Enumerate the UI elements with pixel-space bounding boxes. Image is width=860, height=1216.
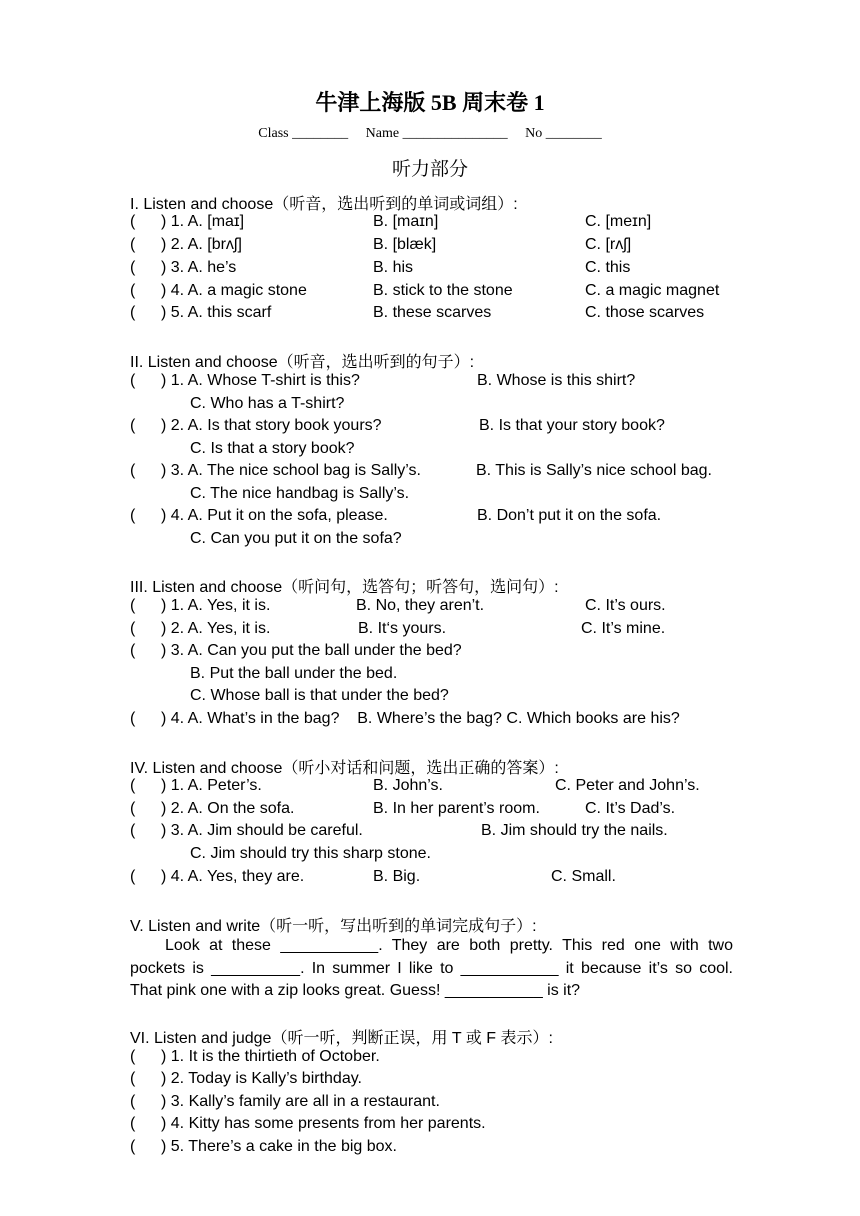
s2-q1-option-b: B. Whose is this shirt? [477,372,636,389]
s6-statement-1: ) 1. It is the thirtieth of October. [161,1048,380,1065]
s1-q4-option-b: B. stick to the stone [373,282,513,299]
s6-statement-2: ) 2. Today is Kally’s birthday. [161,1070,362,1087]
answer-paren: ( [130,777,136,794]
answer-paren: ( [130,462,136,479]
section-title: 听力部分 [391,158,468,180]
answer-paren: ( [130,1093,136,1110]
s4-q1-option-c: C. Peter and John’s. [555,777,700,794]
s2-q2-option-b: B. Is that your story book? [479,417,665,434]
answer-paren: ( [130,507,136,524]
s1-q4-option-a: ) 4. A. a magic stone [161,282,307,299]
s1-q2-option-b: B. [blæk] [373,236,437,253]
s1-q2-option-a: ) 2. A. [brʌʃ] [161,236,242,253]
s2-q4-option-a: ) 4. A. Put it on the sofa, please. [161,507,388,524]
answer-paren: ( [130,1070,136,1087]
s2-q1-option-a: ) 1. A. Whose T-shirt is this? [161,372,360,389]
s6-statement-5: ) 5. There’s a cake in the big box. [161,1138,397,1155]
answer-paren: ( [130,597,136,614]
s1-q3-option-a: ) 3. A. he’s [161,259,237,276]
answer-paren: ( [130,213,136,230]
s6-statement-4: ) 4. Kitty has some presents from her parents. [161,1115,486,1132]
fill-in-paragraph: Look at these ___________. They are both pretty. This red one with two pockets is __________. In summer I like to ___________ it because it’s so cool. That pink one with a zip looks great. Guess! ___________ is it? [130,937,733,1000]
s1-q1-option-c: C. [meɪn] [585,213,652,230]
section-3-heading: III. Listen and choose（听问句，选答句；听答句，选问句）: [130,579,559,596]
s4-q2-option-a: ) 2. A. On the sofa. [161,800,295,817]
answer-paren: ( [130,282,136,299]
section-5-heading: V. Listen and write（听一听，写出听到的单词完成句子）: [130,918,537,935]
s2-q3-option-b: B. This is Sally’s nice school bag. [476,462,712,479]
answer-paren: ( [130,800,136,817]
s1-q1-option-b: B. [maɪn] [373,213,439,230]
answer-paren: ( [130,1115,136,1132]
s3-q3-option-b: B. Put the ball under the bed. [190,665,398,682]
s3-q2-option-c: C. It’s mine. [581,620,666,637]
s1-q2-option-c: C. [rʌʃ] [585,236,632,253]
s4-q4-option-a: ) 4. A. Yes, they are. [161,868,305,885]
s4-q4-option-c: C. Small. [551,868,616,885]
answer-paren: ( [130,304,136,321]
s2-q1-option-c: C. Who has a T-shirt? [190,395,345,412]
section-4-heading: IV. Listen and choose（听小对话和问题，选出正确的答案）: [130,760,559,777]
s3-q1-option-b: B. No, they aren’t. [356,597,485,614]
number-field: No ________ [525,126,602,141]
s4-q3-option-c: C. Jim should try this sharp stone. [190,845,431,862]
s4-q2-option-b: B. In her parent’s room. [373,800,540,817]
page-title: 牛津上海版 5B 周末卷 1 [315,90,545,115]
s4-q3-option-a: ) 3. A. Jim should be careful. [161,822,363,839]
s3-q2-option-a: ) 2. A. Yes, it is. [161,620,271,637]
answer-paren: ( [130,868,136,885]
class-field: Class ________ [258,126,349,141]
s2-q2-option-c: C. Is that a story book? [190,440,355,457]
answer-paren: ( [130,642,136,659]
name-field: Name _______________ [365,126,508,141]
section-1-heading: I. Listen and choose（听音，选出听到的单词或词组）: [130,196,518,213]
section-2-heading: II. Listen and choose（听音，选出听到的句子）: [130,354,475,371]
s1-q4-option-c: C. a magic magnet [585,282,720,299]
answer-paren: ( [130,822,136,839]
answer-paren: ( [130,372,136,389]
s2-q3-option-c: C. The nice handbag is Sally’s. [190,485,410,502]
s1-q5-option-c: C. those scarves [585,304,705,321]
s4-q3-option-b: B. Jim should try the nails. [481,822,668,839]
s3-q1-option-a: ) 1. A. Yes, it is. [161,597,271,614]
s4-q1-option-a: ) 1. A. Peter’s. [161,777,262,794]
s6-statement-3: ) 3. Kally’s family are all in a restaurant. [161,1093,440,1110]
s2-q4-option-b: B. Don’t put it on the sofa. [477,507,662,524]
answer-paren: ( [130,236,136,253]
section-6-heading: VI. Listen and judge（听一听，判断正误，用 T 或 F 表示）: [130,1030,553,1047]
s2-q3-option-a: ) 3. A. The nice school bag is Sally’s. [161,462,421,479]
answer-paren: ( [130,417,136,434]
s1-q1-option-a: ) 1. A. [maɪ] [161,213,245,230]
answer-paren: ( [130,620,136,637]
s4-q2-option-c: C. It’s Dad’s. [585,800,676,817]
answer-paren: ( [130,1138,136,1155]
student-info-line [0,126,860,142]
s1-q3-option-b: B. his [373,259,414,276]
s4-q1-option-b: B. John’s. [373,777,443,794]
s3-q2-option-b: B. It‘s yours. [358,620,447,637]
s4-q4-option-b: B. Big. [373,868,421,885]
s2-q4-option-c: C. Can you put it on the sofa? [190,530,402,547]
s3-q4-options: ) 4. A. What’s in the bag? B. Where’s the bag? C. Which books are his? [161,710,680,727]
answer-paren: ( [130,1048,136,1065]
s2-q2-option-a: ) 2. A. Is that story book yours? [161,417,382,434]
s1-q5-option-a: ) 5. A. this scarf [161,304,272,321]
s3-q3-option-a: ) 3. A. Can you put the ball under the bed? [161,642,462,659]
s3-q1-option-c: C. It’s ours. [585,597,666,614]
s1-q3-option-c: C. this [585,259,631,276]
s1-q5-option-b: B. these scarves [373,304,492,321]
answer-paren: ( [130,710,136,727]
s3-q3-option-c: C. Whose ball is that under the bed? [190,687,449,704]
answer-paren: ( [130,259,136,276]
